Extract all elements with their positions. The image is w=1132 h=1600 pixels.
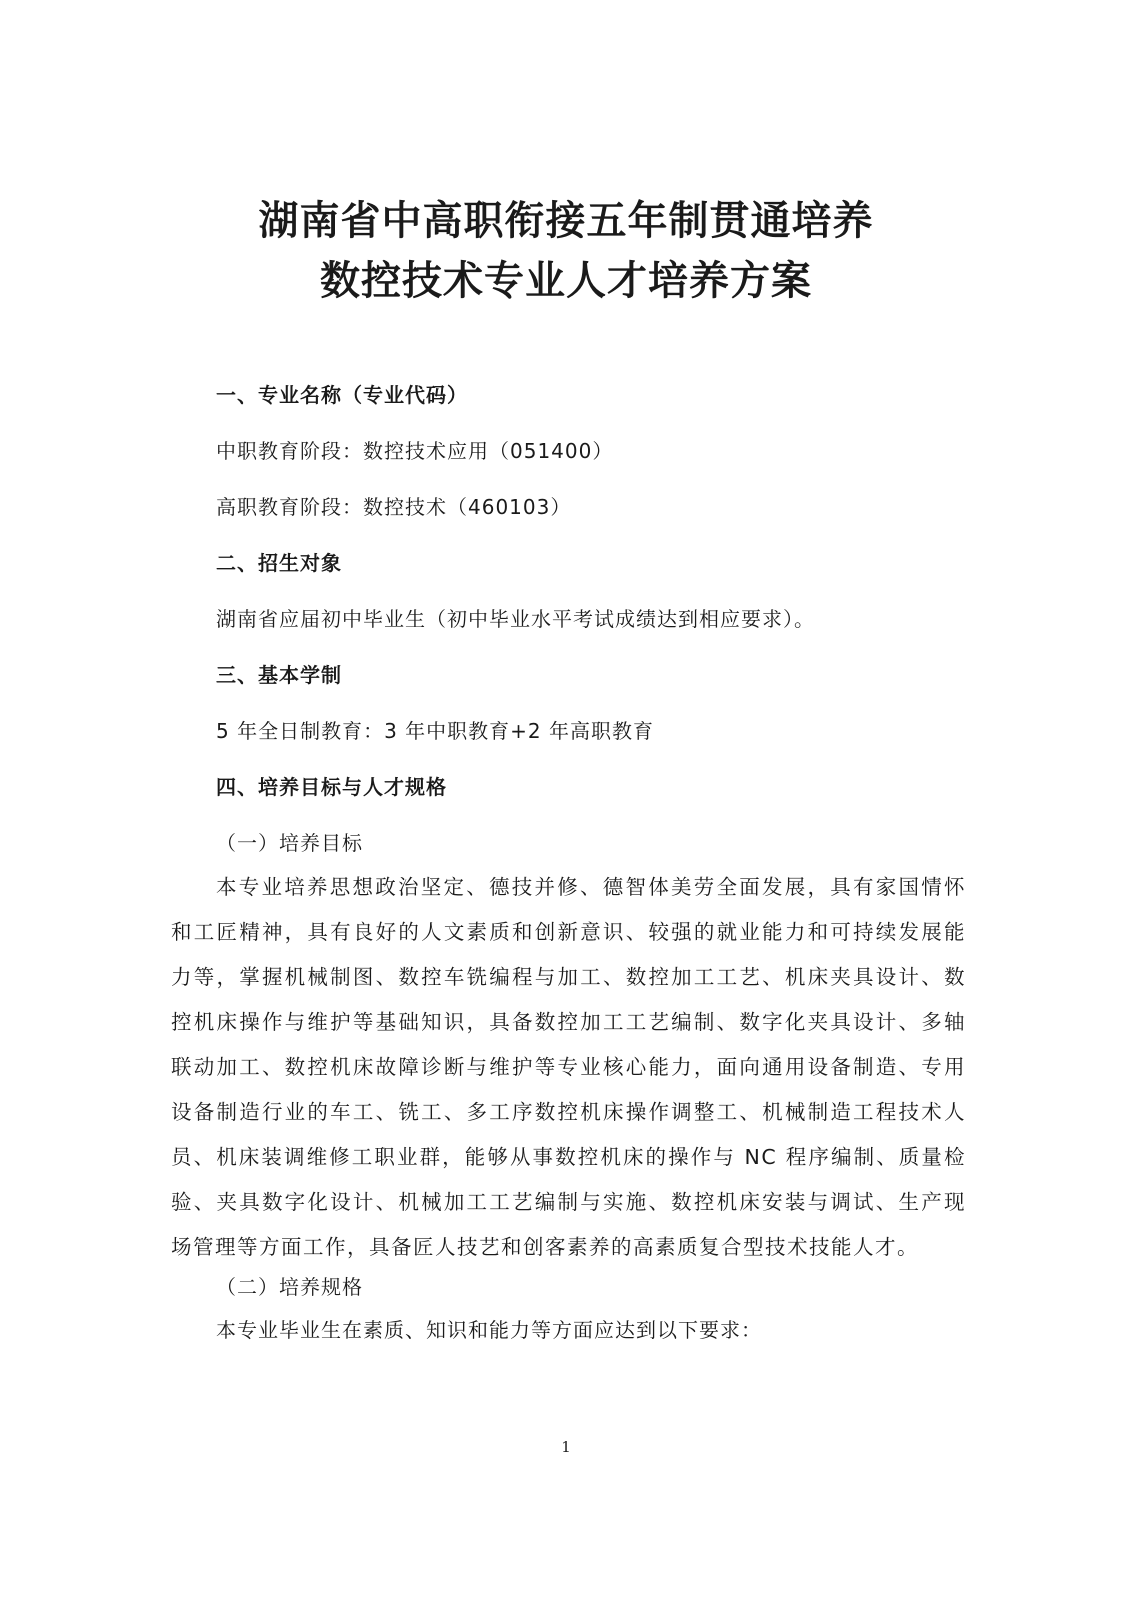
section-2-heading: 二、招生对象 [216,551,342,575]
paragraph-line: 力等，掌握机械制图、数控车铣编程与加工、数控加工工艺、机床夹具设计、数 [171,965,966,989]
training-specs-intro: 本专业毕业生在素质、知识和能力等方面应达到以下要求： [216,1318,762,1342]
secondary-stage-major: 中职教育阶段：数控技术应用（051400） [216,439,614,463]
paragraph-line: 和工匠精神，具有良好的人文素质和创新意识、较强的就业能力和可持续发展能 [171,920,966,944]
paragraph-line: 员、机床装调维修工职业群，能够从事数控机床的操作与 NC 程序编制、质量检 [171,1145,966,1169]
page-number: 1 [561,1438,571,1456]
training-goals-paragraph [171,865,966,1270]
paragraph-line: 验、夹具数字化设计、机械加工工艺编制与实施、数控机床安装与调试、生产现 [171,1190,966,1214]
paragraph-line: 本专业培养思想政治坚定、德技并修、德智体美劳全面发展，具有家国情怀 [216,875,966,899]
subsection-training-goals: （一）培养目标 [216,831,363,855]
paragraph-line: 场管理等方面工作，具备匠人技艺和创客素养的高素质复合型技术技能人才。 [171,1235,919,1259]
subsection-training-specs: （二）培养规格 [216,1275,363,1299]
basic-schooling-text: 5 年全日制教育：3 年中职教育+2 年高职教育 [216,719,655,743]
document-title-line-1: 湖南省中高职衔接五年制贯通培养 [258,197,874,244]
paragraph-line: 联动加工、数控机床故障诊断与维护等专业核心能力，面向通用设备制造、专用 [171,1055,966,1079]
paragraph-line: 设备制造行业的车工、铣工、多工序数控机床操作调整工、机械制造工程技术人 [171,1100,966,1124]
higher-stage-major: 高职教育阶段：数控技术（460103） [216,495,572,519]
section-1-heading: 一、专业名称（专业代码） [216,383,468,407]
document-title-line-2: 数控技术专业人才培养方案 [320,257,812,304]
section-4-heading: 四、培养目标与人才规格 [216,775,447,799]
section-3-heading: 三、基本学制 [216,663,342,687]
paragraph-line: 控机床操作与维护等基础知识，具备数控加工工艺编制、数字化夹具设计、多轴 [171,1010,966,1034]
enrollment-target-text: 湖南省应届初中毕业生（初中毕业水平考试成绩达到相应要求）。 [216,607,815,631]
